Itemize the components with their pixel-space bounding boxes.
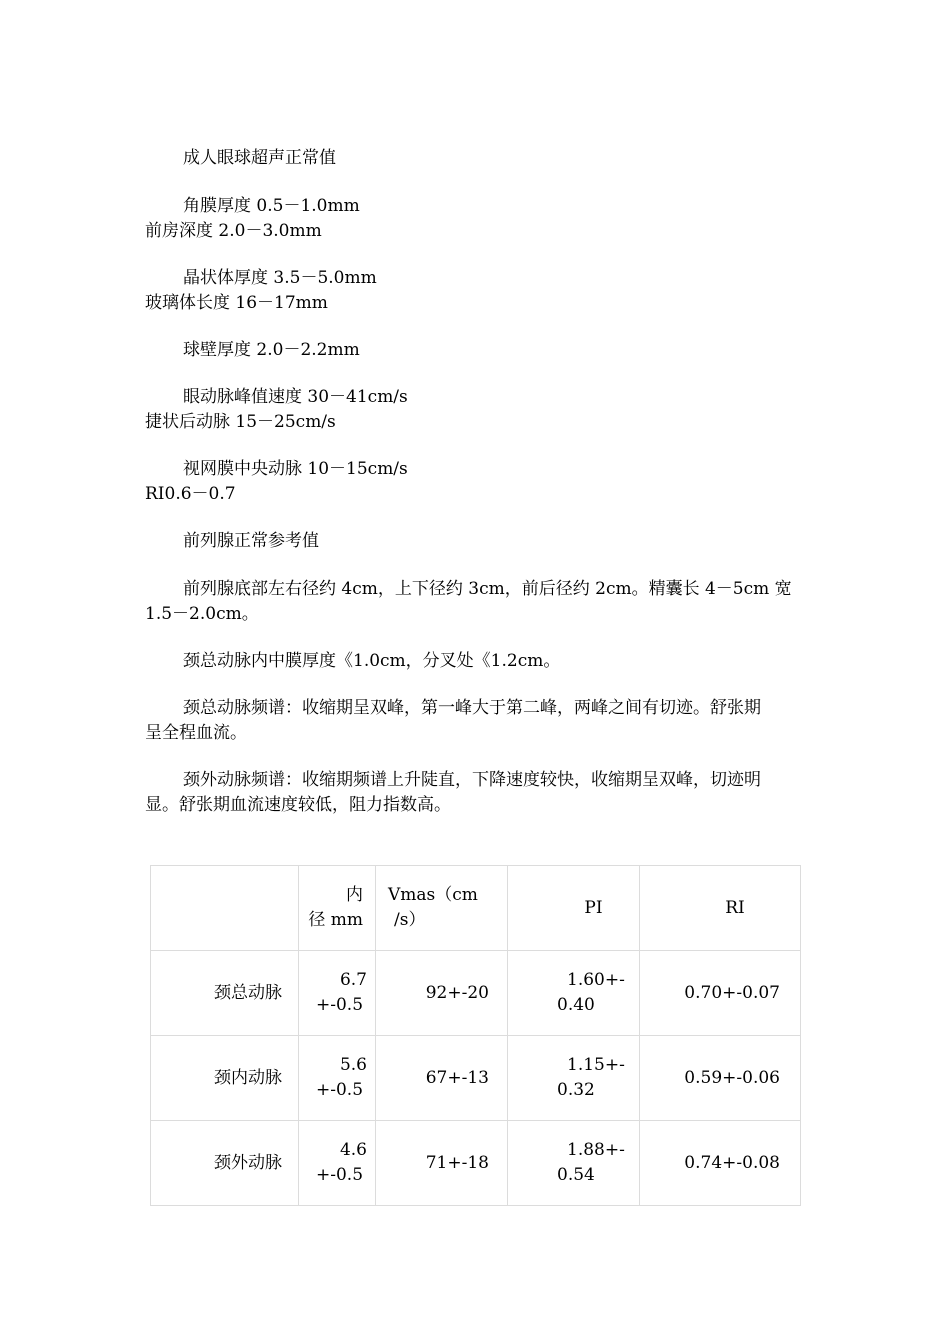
vmas-cell: 67+-13 — [376, 1036, 508, 1121]
table-header-row — [151, 866, 801, 951]
ri-cell: 0.70+-0.07 — [640, 951, 801, 1036]
pi-cell: 1.60+- 0.40 — [508, 951, 640, 1036]
paragraph-line: 颈总动脉频谱：收缩期呈双峰，第一峰大于第二峰，两峰之间有切迹。舒张期 — [183, 698, 761, 718]
artery-name-cell: 颈内动脉 — [151, 1036, 299, 1121]
paragraph-line: 1.5－2.0cm。 — [145, 604, 259, 624]
ri-cell: 0.74+-0.08 — [640, 1121, 801, 1206]
diameter-cell: 5.6 +-0.5 — [299, 1036, 376, 1121]
table-row — [151, 1121, 801, 1206]
diameter-cell: 4.6 +-0.5 — [299, 1121, 376, 1206]
diameter-cell: 6.7 +-0.5 — [299, 951, 376, 1036]
paragraph-line: RI0.6－0.7 — [145, 484, 236, 504]
artery-name-cell: 颈外动脉 — [151, 1121, 299, 1206]
paragraph-line: 晶状体厚度 3.5－5.0mm — [183, 268, 377, 288]
paragraph-line: 显。舒张期血流速度较低，阻力指数高。 — [145, 795, 451, 815]
ri-cell: 0.59+-0.06 — [640, 1036, 801, 1121]
paragraph-line: 球壁厚度 2.0－2.2mm — [183, 340, 360, 360]
table-header-cell: Vmas（cm /s） — [376, 866, 508, 951]
paragraph-line: 呈全程血流。 — [145, 723, 247, 743]
pi-cell: 1.88+- 0.54 — [508, 1121, 640, 1206]
paragraph-line: 颈总动脉内中膜厚度《1.0cm，分叉处《1.2cm。 — [183, 651, 561, 671]
paragraph-line: 视网膜中央动脉 10－15cm/s — [183, 459, 408, 479]
paragraph-line: 玻璃体长度 16－17mm — [145, 293, 328, 313]
paragraph-line: 捷状后动脉 15－25cm/s — [145, 412, 336, 432]
heading-prostate-reference: 前列腺正常参考值 — [183, 531, 319, 551]
table-header-cell: RI — [640, 866, 801, 951]
carotid-artery-table — [150, 865, 801, 1206]
paragraph-line: 颈外动脉频谱：收缩期频谱上升陡直，下降速度较快，收缩期呈双峰，切迹明 — [183, 770, 761, 790]
table-row — [151, 1036, 801, 1121]
table-header-cell: 内 径 mm — [299, 866, 376, 951]
paragraph-line: 前房深度 2.0－3.0mm — [145, 221, 322, 241]
table-header-cell: PI — [508, 866, 640, 951]
vmas-cell: 92+-20 — [376, 951, 508, 1036]
vmas-cell: 71+-18 — [376, 1121, 508, 1206]
table-row — [151, 951, 801, 1036]
paragraph-line: 角膜厚度 0.5－1.0mm — [183, 196, 360, 216]
pi-cell: 1.15+- 0.32 — [508, 1036, 640, 1121]
paragraph-line: 眼动脉峰值速度 30－41cm/s — [183, 387, 408, 407]
heading-eye-ultrasound: 成人眼球超声正常值 — [183, 148, 336, 168]
table-header-cell — [151, 866, 299, 951]
artery-name-cell: 颈总动脉 — [151, 951, 299, 1036]
paragraph-line: 前列腺底部左右径约 4cm，上下径约 3cm，前后径约 2cm。精囊长 4－5cm 宽 — [183, 579, 792, 599]
